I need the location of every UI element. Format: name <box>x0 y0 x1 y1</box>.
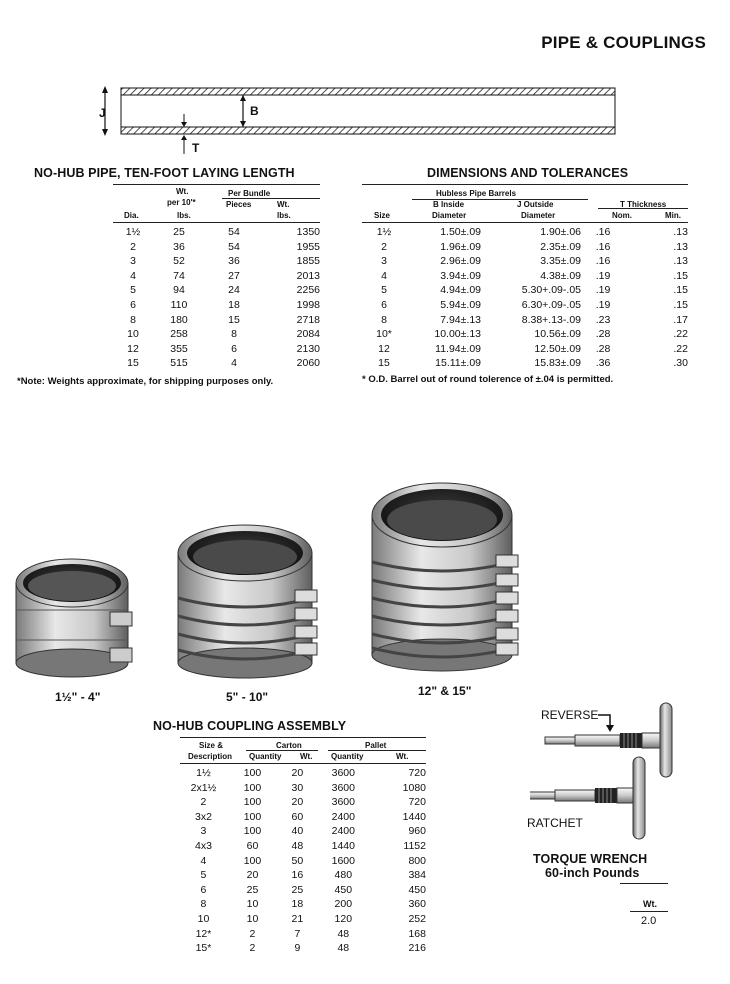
table-cell: 8 <box>231 328 237 341</box>
table-cell: 15.83±.09 <box>534 357 581 370</box>
table-cell: 10.56±.09 <box>534 328 581 341</box>
divider <box>362 184 688 185</box>
table-cell: 15 <box>228 313 240 326</box>
table-cell: 12.50±.09 <box>534 342 581 355</box>
table-cell: .28 <box>595 342 611 355</box>
table-cell: .15 <box>673 284 688 297</box>
table-cell: 15 <box>378 357 390 370</box>
divider <box>598 208 688 209</box>
table-cell: 110 <box>170 298 188 311</box>
table-cell: 3600 <box>331 796 355 809</box>
table-row <box>113 240 320 255</box>
torque-wt-header: Wt. <box>643 899 657 909</box>
table-cell: 1600 <box>331 854 355 867</box>
table-cell: 2400 <box>331 810 355 823</box>
col-header: J Outside <box>517 200 554 209</box>
table-cell: 384 <box>408 869 426 882</box>
table-cell: 27 <box>228 269 240 282</box>
table-cell: 7.94±.13 <box>440 313 481 326</box>
table-cell: 4x3 <box>195 839 212 852</box>
dimensions-title: DIMENSIONS AND TOLERANCES <box>427 166 629 180</box>
t-label: T <box>192 141 200 155</box>
table-cell: 3 <box>381 255 387 268</box>
table-row <box>362 356 688 371</box>
table-cell: 3x2 <box>195 810 212 823</box>
table-row <box>113 283 320 298</box>
table-row <box>113 269 320 284</box>
table-cell: 6.30+.09-.05 <box>521 298 581 311</box>
table-cell: 2x1½ <box>190 781 217 794</box>
table-row <box>180 941 426 956</box>
nohub-pipe-table <box>113 225 320 371</box>
table-cell: 1440 <box>331 839 355 852</box>
table-cell: 10 <box>127 328 139 341</box>
table-cell: 180 <box>170 313 188 326</box>
table-cell: 1½ <box>125 226 141 238</box>
table-cell: .15 <box>673 269 688 282</box>
table-cell: 1350 <box>296 226 320 238</box>
table-row <box>113 254 320 269</box>
table-cell: 8 <box>200 898 207 911</box>
table-row <box>180 810 426 825</box>
ratchet-label: RATCHET <box>527 816 583 830</box>
table-cell: 1955 <box>296 240 320 253</box>
table-cell: 4.38±.09 <box>540 269 581 282</box>
col-header: T Thickness <box>620 200 667 209</box>
table-cell: 30 <box>291 781 304 794</box>
divider <box>222 198 320 199</box>
table-cell: .23 <box>595 313 611 326</box>
coupling-assembly-table <box>180 766 426 956</box>
table-cell: 10 <box>246 912 259 925</box>
table-cell: 216 <box>408 942 426 955</box>
table-cell: 450 <box>408 883 426 896</box>
table-cell: 52 <box>173 255 185 268</box>
table-cell: 20 <box>291 767 304 779</box>
col-header: Min. <box>665 211 681 220</box>
col-header: Hubless Pipe Barrels <box>436 189 517 198</box>
table-cell: 8 <box>381 313 387 326</box>
table-cell: 48 <box>337 942 350 955</box>
col-header: Dia. <box>124 211 139 220</box>
col-header: Nom. <box>612 211 632 220</box>
table-cell: 168 <box>408 927 426 940</box>
col-header: per 10'* <box>167 198 196 207</box>
table-cell: 800 <box>408 854 426 867</box>
table-row <box>180 824 426 839</box>
table-row <box>180 766 426 781</box>
j-label: J <box>99 106 106 120</box>
small-coupling-caption: 1½" - 4" <box>55 690 101 704</box>
table-cell: 5.30+.09-.05 <box>521 284 581 297</box>
table-row <box>180 781 426 796</box>
table-cell: 1.90±.06 <box>540 226 581 238</box>
table-cell: 2 <box>381 240 387 253</box>
col-header: Carton <box>276 741 302 750</box>
table-cell: 100 <box>243 810 262 823</box>
table-cell: 3.94±.09 <box>440 269 481 282</box>
table-cell: 2 <box>130 240 136 253</box>
large-coupling-image <box>372 483 518 671</box>
table-cell: 11.94±.09 <box>435 342 481 355</box>
col-header: Size & <box>199 741 224 750</box>
col-header: Wt. <box>300 752 313 761</box>
table-row <box>180 839 426 854</box>
table-cell: 2084 <box>296 328 320 341</box>
torque-wt-value: 2.0 <box>641 915 657 927</box>
table-cell: .17 <box>673 313 688 326</box>
nohub-pipe-title: NO-HUB PIPE, TEN-FOOT LAYING LENGTH <box>34 166 295 180</box>
table-cell: 5 <box>381 284 387 297</box>
col-header: Pallet <box>365 741 387 750</box>
table-cell: 36 <box>173 240 185 253</box>
col-header: Wt. <box>396 752 409 761</box>
table-cell: 7 <box>294 927 301 940</box>
table-cell: 720 <box>408 796 426 809</box>
table-cell: 40 <box>291 825 304 838</box>
table-cell: 5.94±.09 <box>440 298 481 311</box>
table-cell: 100 <box>243 781 262 794</box>
table-row <box>362 298 688 313</box>
dimensions-note: * O.D. Barrel out of round tolerence of ±.04 is permitted. <box>362 374 614 385</box>
col-header: B Inside <box>433 200 465 209</box>
divider <box>180 737 426 738</box>
col-header: Diameter <box>521 211 556 220</box>
table-row <box>180 927 426 942</box>
table-cell: 120 <box>334 912 353 925</box>
table-cell: 8.38+.13-.09 <box>521 313 581 326</box>
table-cell: 10* <box>376 328 392 341</box>
table-row <box>113 225 320 240</box>
table-row <box>180 912 426 927</box>
table-cell: 21 <box>291 912 304 925</box>
table-cell: 18 <box>291 898 304 911</box>
table-cell: .19 <box>595 269 611 282</box>
b-label: B <box>250 104 259 118</box>
table-cell: 6 <box>381 298 387 311</box>
table-cell: 60 <box>291 810 304 823</box>
col-header: Wt. <box>277 200 290 209</box>
table-row <box>113 313 320 328</box>
table-row <box>362 269 688 284</box>
table-cell: 355 <box>170 342 188 355</box>
table-row <box>362 327 688 342</box>
table-row <box>180 883 426 898</box>
table-cell: 1.50±.09 <box>440 226 481 238</box>
table-row <box>113 327 320 342</box>
table-cell: 94 <box>173 284 185 297</box>
table-cell: 1½ <box>196 767 211 779</box>
table-cell: 2130 <box>296 342 320 355</box>
table-cell: .22 <box>673 328 688 341</box>
table-cell: 3600 <box>331 767 355 779</box>
divider <box>113 184 320 185</box>
table-cell: .19 <box>595 284 611 297</box>
col-header: Quantity <box>331 752 364 761</box>
table-cell: .15 <box>673 298 688 311</box>
col-header: Quantity <box>249 752 282 761</box>
table-cell: 48 <box>337 927 350 940</box>
table-cell: 15.11±.09 <box>435 357 481 370</box>
table-cell: .30 <box>673 357 688 370</box>
table-row <box>362 283 688 298</box>
table-cell: 10.00±.13 <box>434 328 481 341</box>
table-cell: 20 <box>246 869 259 882</box>
table-cell: 1440 <box>402 810 426 823</box>
torque-wrench-title: TORQUE WRENCH <box>533 852 648 866</box>
table-cell: 1152 <box>403 839 426 852</box>
table-cell: 24 <box>228 284 240 297</box>
col-header: Description <box>188 752 233 761</box>
table-cell: .28 <box>595 328 611 341</box>
divider <box>630 911 668 912</box>
table-cell: 4 <box>231 357 237 370</box>
table-cell: 2060 <box>296 357 320 370</box>
table-row <box>113 356 320 371</box>
table-cell: 2 <box>200 796 207 809</box>
table-cell: .13 <box>673 255 688 268</box>
table-cell: 18 <box>228 298 240 311</box>
table-cell: 6 <box>200 883 207 896</box>
table-cell: 200 <box>334 898 353 911</box>
table-row <box>362 225 688 240</box>
divider <box>620 883 668 884</box>
table-cell: 450 <box>334 883 353 896</box>
table-cell: 3.35±.09 <box>540 255 581 268</box>
table-cell: 9 <box>294 942 301 955</box>
col-header: Size <box>374 211 391 220</box>
table-cell: .16 <box>595 255 611 268</box>
table-cell: 4 <box>130 269 136 282</box>
table-row <box>180 868 426 883</box>
page-title: PIPE & COUPLINGS <box>541 33 706 52</box>
table-cell: 1855 <box>296 255 320 268</box>
table-cell: 3 <box>200 825 207 838</box>
table-cell: .19 <box>595 298 611 311</box>
table-cell: 252 <box>408 912 426 925</box>
table-cell: 100 <box>243 854 262 867</box>
table-row <box>362 313 688 328</box>
table-cell: 25 <box>173 226 185 238</box>
table-cell: 480 <box>334 869 353 882</box>
table-row <box>113 342 320 357</box>
table-cell: 50 <box>291 854 304 867</box>
pipe-diagram <box>95 80 625 160</box>
table-row <box>180 795 426 810</box>
table-row <box>362 254 688 269</box>
col-header: Diameter <box>432 211 467 220</box>
table-cell: 3 <box>130 255 136 268</box>
divider <box>246 750 318 751</box>
table-cell: 2013 <box>296 269 320 282</box>
table-cell: 48 <box>291 839 304 852</box>
table-cell: 4.94±.09 <box>440 284 481 297</box>
table-cell: 1080 <box>402 781 426 794</box>
table-cell: 8 <box>130 313 136 326</box>
table-cell: 6 <box>231 342 237 355</box>
table-cell: 1.96±.09 <box>440 240 481 253</box>
table-cell: 12 <box>127 342 139 355</box>
table-row <box>113 298 320 313</box>
table-cell: 258 <box>170 328 188 341</box>
divider <box>113 222 320 223</box>
table-cell: 2 <box>249 942 256 955</box>
medium-coupling-caption: 5" - 10" <box>226 690 269 704</box>
divider <box>362 222 688 223</box>
table-cell: 2.35±.09 <box>540 240 581 253</box>
table-cell: 36 <box>228 255 240 268</box>
table-cell: 25 <box>291 883 304 896</box>
table-cell: 720 <box>408 767 426 779</box>
table-cell: .13 <box>673 240 688 253</box>
table-cell: 100 <box>243 825 262 838</box>
table-cell: 1998 <box>296 298 320 311</box>
table-cell: 54 <box>228 226 240 238</box>
table-cell: 74 <box>173 269 185 282</box>
col-header: lbs. <box>277 211 291 220</box>
col-header: lbs. <box>177 211 191 220</box>
table-cell: 100 <box>243 767 262 779</box>
table-cell: .16 <box>595 226 611 238</box>
table-cell: 15 <box>127 357 139 370</box>
table-cell: .22 <box>673 342 688 355</box>
table-cell: 2718 <box>296 313 320 326</box>
table-cell: 5 <box>130 284 136 297</box>
table-cell: 25 <box>246 883 259 896</box>
table-row <box>362 240 688 255</box>
table-cell: 12 <box>378 342 390 355</box>
table-cell: 100 <box>243 796 262 809</box>
coupling-assembly-title: NO-HUB COUPLING ASSEMBLY <box>153 719 347 733</box>
table-cell: 360 <box>408 898 426 911</box>
table-cell: 6 <box>130 298 136 311</box>
col-header: Wt. <box>176 187 189 196</box>
large-coupling-caption: 12" & 15" <box>418 684 472 698</box>
table-cell: 60 <box>246 839 259 852</box>
table-cell: 515 <box>170 357 188 370</box>
torque-wrench-subtitle: 60-inch Pounds <box>545 866 640 880</box>
table-cell: 10 <box>246 898 259 911</box>
table-cell: 5 <box>200 869 207 882</box>
table-cell: 12* <box>195 927 212 940</box>
table-row <box>180 854 426 869</box>
table-cell: 3600 <box>331 781 355 794</box>
table-cell: 1½ <box>376 226 392 238</box>
couplings-photo <box>10 480 530 700</box>
table-cell: .13 <box>673 226 688 238</box>
nohub-pipe-note: *Note: Weights approximate, for shipping purposes only. <box>17 376 274 387</box>
table-cell: 2 <box>249 927 256 940</box>
table-cell: 960 <box>408 825 426 838</box>
table-row <box>362 342 688 357</box>
divider <box>180 763 426 764</box>
dimensions-table <box>362 225 688 371</box>
table-cell: 2.96±.09 <box>440 255 481 268</box>
table-cell: .16 <box>595 240 611 253</box>
col-header: Pieces <box>226 200 252 209</box>
table-cell: 2400 <box>331 825 355 838</box>
table-cell: 4 <box>381 269 387 282</box>
table-cell: 15* <box>195 942 212 955</box>
reverse-label: REVERSE <box>541 708 599 722</box>
table-cell: 10 <box>197 912 210 925</box>
small-coupling-image <box>16 559 132 677</box>
divider <box>328 750 426 751</box>
table-cell: 4 <box>200 854 207 867</box>
table-row <box>180 897 426 912</box>
col-header: Per Bundle <box>228 189 271 198</box>
table-cell: 20 <box>291 796 304 809</box>
table-cell: .36 <box>595 357 611 370</box>
medium-coupling-image <box>178 525 317 678</box>
table-cell: 16 <box>291 869 304 882</box>
table-cell: 54 <box>228 240 240 253</box>
table-cell: 2256 <box>296 284 320 297</box>
